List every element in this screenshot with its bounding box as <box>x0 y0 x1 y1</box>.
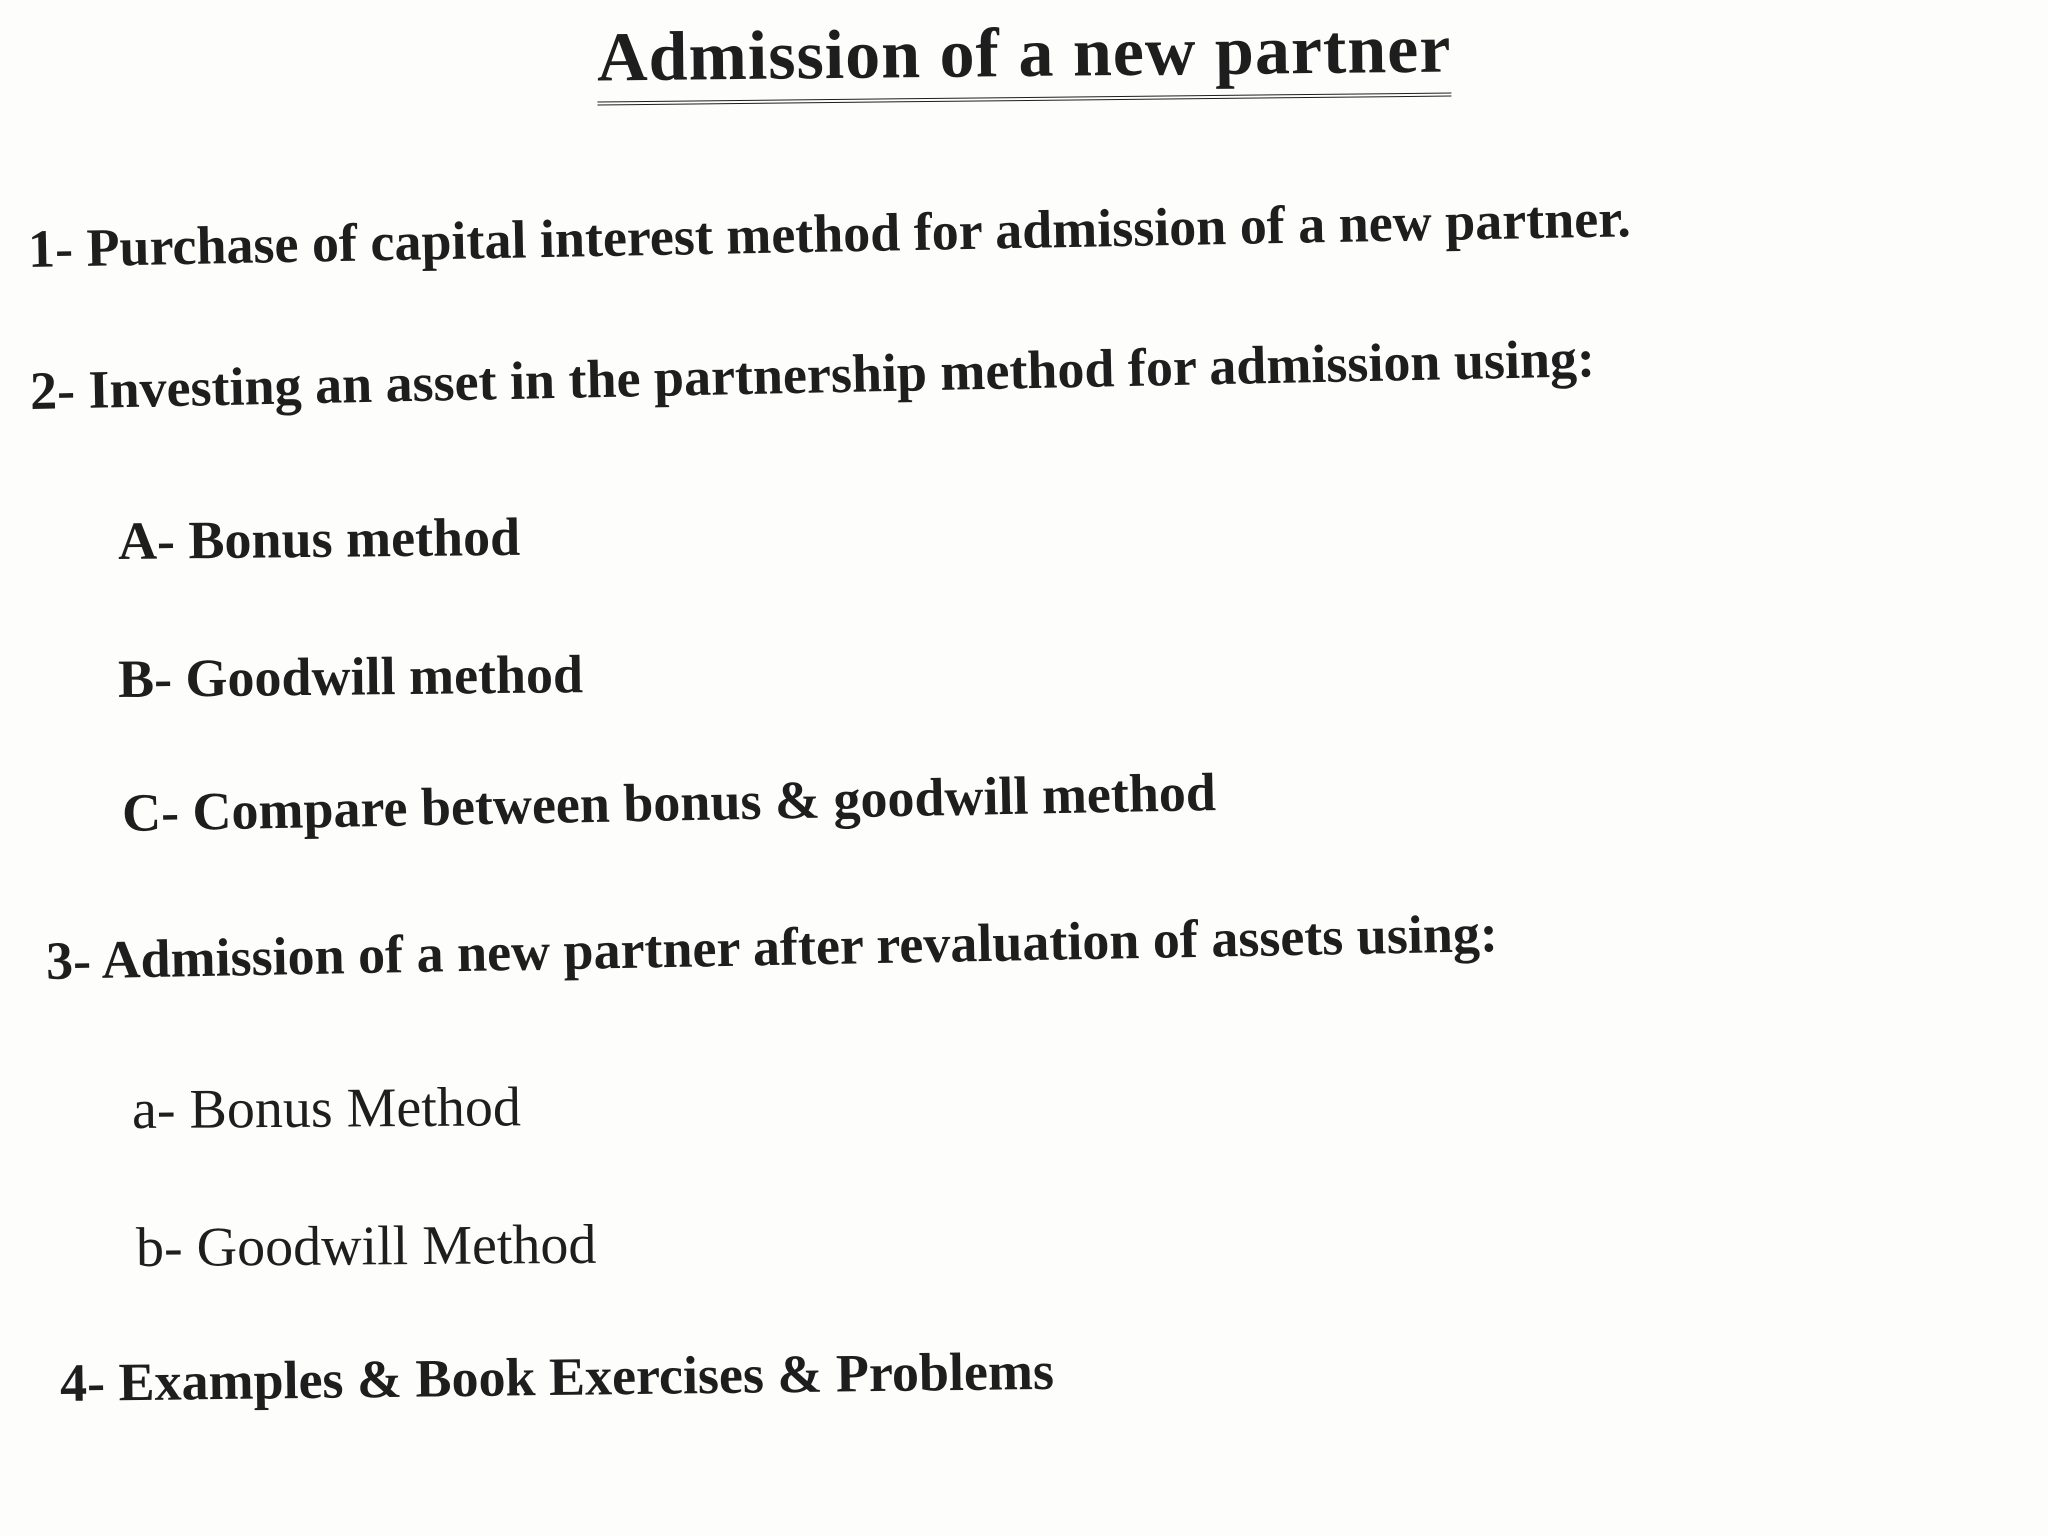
item-2: 2- Investing an asset in the partnership method for admission using: <box>29 328 1596 421</box>
item-1: 1- Purchase of capital interest method for admission of a new partner. <box>27 188 1632 279</box>
document-title-container <box>0 10 2048 101</box>
document-title: Admission of a new partner <box>596 10 1451 105</box>
item-2b: B- Goodwill method <box>117 644 584 709</box>
item-2a: A- Bonus method <box>117 506 521 571</box>
item-3: 3- Admission of a new partner after revaluation of assets using: <box>45 903 1499 991</box>
item-2c: C- Compare between bonus & goodwill method <box>121 762 1217 843</box>
item-4: 4- Examples & Book Exercises & Problems <box>59 1340 1055 1413</box>
item-3b: b- Goodwill Method <box>135 1213 597 1279</box>
item-3a: a- Bonus Method <box>131 1076 522 1141</box>
